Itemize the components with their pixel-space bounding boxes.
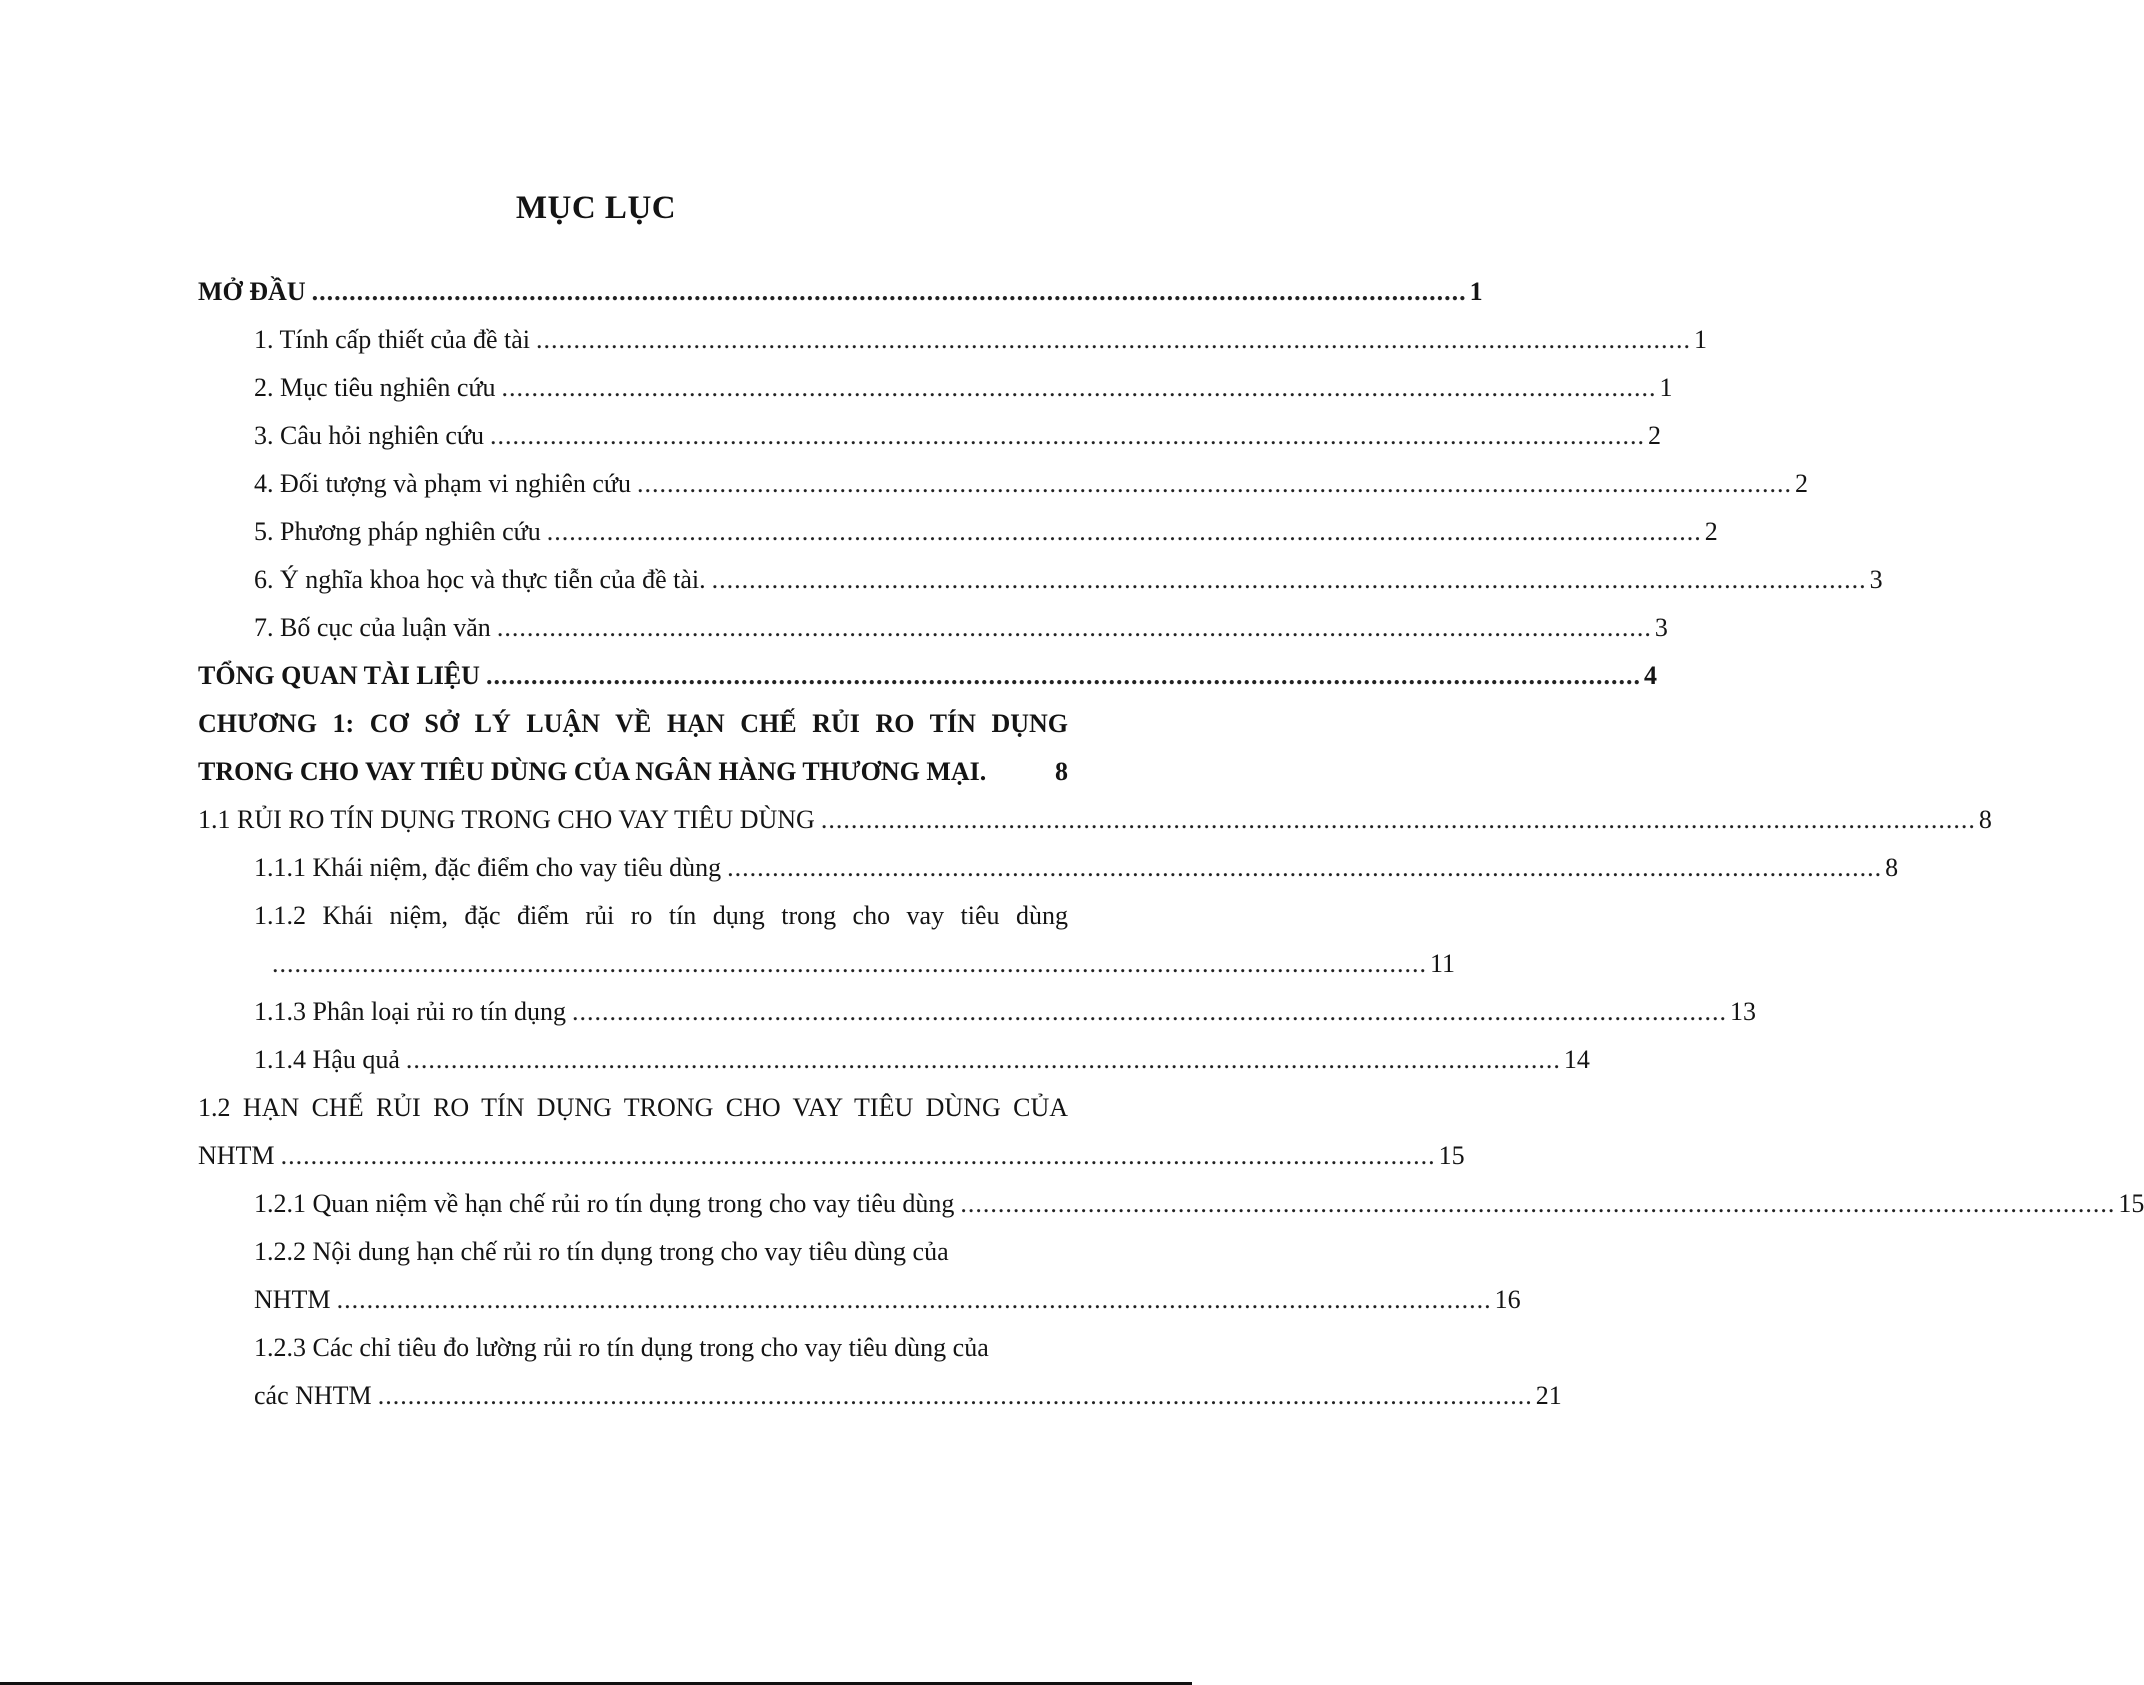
toc-entry-text-line1: 1.2 HẠN CHẾ RỦI RO TÍN DỤNG TRONG CHO VAY TIÊU DÙNG CỦA (198, 1093, 1068, 1122)
toc-page-number: 3 (1654, 613, 1668, 642)
toc-entry-text-line2: TRONG CHO VAY TIÊU DÙNG CỦA NGÂN HÀNG THƯƠNG MẠI. (198, 757, 987, 786)
toc-page-number: 1 (1469, 277, 1483, 306)
dot-leader: .......................................................................................................................................................... (501, 373, 1657, 402)
toc-entry-doi-tuong[interactable] (198, 460, 1808, 508)
toc-entry-text: 7. Bố cục của luận văn (254, 613, 491, 642)
toc-entry-tinh-cap-thiet[interactable] (198, 316, 1708, 364)
toc-entry-text: 1.1.4 Hậu quả (254, 1045, 400, 1074)
toc-entry-text: 1.1.3 Phân loại rủi ro tín dụng (254, 997, 566, 1026)
dot-leader: .......................................................................................................................................................... (280, 1141, 1436, 1170)
toc-page-number: 2 (1648, 421, 1662, 450)
toc-entry-1-2-1[interactable] (198, 1180, 2144, 1228)
toc-entry-1-1-1[interactable] (198, 844, 1899, 892)
toc-page-number: 3 (1869, 565, 1883, 594)
toc-entry-1-1-2[interactable] (198, 892, 1456, 988)
toc-entry-line2-row (198, 748, 1068, 796)
toc-entry-text: TỔNG QUAN TÀI LIỆU (198, 661, 480, 690)
toc-entry-y-nghia[interactable] (198, 556, 1883, 604)
toc-entry-text: 1. Tính cấp thiết của đề tài (254, 325, 531, 354)
toc-entry-line2-row (198, 1132, 1465, 1180)
dot-leader: .......................................................................................................................................................... (637, 469, 1792, 498)
toc-entry-text-line1: 1.2.2 Nội dung hạn chế rủi ro tín dụng trong cho vay tiêu dùng của (254, 1237, 949, 1266)
toc-page-number: 15 (1438, 1141, 1465, 1170)
toc-entry-cau-hoi[interactable] (198, 412, 1662, 460)
dot-leader: .......................................................................................................................................................... (311, 277, 1467, 306)
page-title: MỤC LỤC (515, 190, 677, 226)
dot-leader: .......................................................................................................................................................... (960, 1189, 2116, 1218)
table-of-contents (198, 268, 2144, 1420)
toc-entry-text: 4. Đối tượng và phạm vi nghiên cứu (254, 469, 631, 498)
toc-entry-muc-tieu[interactable] (198, 364, 1673, 412)
toc-entry-1-1-3[interactable] (198, 988, 1756, 1036)
toc-entry-mo-dau[interactable] (198, 268, 1483, 316)
toc-page-number: 21 (1535, 1381, 1562, 1410)
toc-entry-text-line1: CHƯƠNG 1: CƠ SỞ LÝ LUẬN VỀ HẠN CHẾ RỦI RO TÍN DỤNG (198, 709, 1068, 738)
toc-entry-chuong-1[interactable] (198, 700, 1068, 796)
toc-entry-text: 2. Mục tiêu nghiên cứu (254, 373, 496, 402)
toc-entry-text-line2: các NHTM (254, 1381, 372, 1410)
toc-entry-text-line2: NHTM (254, 1285, 331, 1314)
dot-leader: .......................................................................................................................................................... (490, 421, 1646, 450)
toc-entry-1-2[interactable] (198, 1084, 1465, 1180)
dot-leader: .......................................................................................................................................................... (377, 1381, 1533, 1410)
dot-leader: .......................................................................................................................................................... (820, 805, 1976, 834)
toc-entry-text: 3. Câu hỏi nghiên cứu (254, 421, 485, 450)
toc-entry-text-line1: 1.1.2 Khái niệm, đặc điểm rủi ro tín dụng trong cho vay tiêu dùng (254, 901, 1068, 930)
toc-entry-text: 1.1.1 Khái niệm, đặc điểm cho vay tiêu dùng (254, 853, 722, 882)
dot-leader: .......................................................................................................................................................... (336, 1285, 1492, 1314)
toc-page-number: 11 (1430, 949, 1456, 978)
toc-entry-text: MỞ ĐẦU (198, 277, 306, 306)
toc-page-number: 2 (1704, 517, 1718, 546)
dot-leader: .......................................................................................................................................................... (405, 1045, 1561, 1074)
toc-entry-text-line1: 1.2.3 Các chỉ tiêu đo lường rủi ro tín dụng trong cho vay tiêu dùng của (254, 1333, 989, 1362)
toc-entry-1-2-3[interactable] (198, 1324, 1562, 1420)
dot-leader: .......................................................................................................................................................... (727, 853, 1883, 882)
toc-entry-1-2-2[interactable] (198, 1228, 1521, 1324)
dot-leader: .......................................................................................................................................................... (571, 997, 1727, 1026)
toc-entry-line2-row (254, 1372, 1562, 1420)
toc-page-number: 15 (2118, 1189, 2144, 1218)
toc-page-number: 8 (1885, 853, 1899, 882)
toc-entry-text: 6. Ý nghĩa khoa học và thực tiễn của đề tài. (254, 565, 706, 594)
dot-leader: .......................................................................................................................................................... (536, 325, 1692, 354)
toc-page-number: 4 (1643, 661, 1657, 690)
toc-page-number: 13 (1729, 997, 1756, 1026)
dot-leader: .......................................................................................................................................................... (272, 949, 1427, 978)
toc-entry-text: 1.2.1 Quan niệm về hạn chế rủi ro tín dụng trong cho vay tiêu dùng (254, 1189, 955, 1218)
toc-entry-text: 5. Phương pháp nghiên cứu (254, 517, 541, 546)
toc-page-number: 16 (1494, 1285, 1521, 1314)
toc-entry-text-line2: NHTM (198, 1141, 275, 1170)
toc-entry-1-1-4[interactable] (198, 1036, 1590, 1084)
toc-page-number: 1 (1694, 325, 1708, 354)
toc-page-number: 8 (1055, 757, 1068, 786)
toc-page-number: 2 (1795, 469, 1808, 498)
toc-entry-text: 1.1 RỦI RO TÍN DỤNG TRONG CHO VAY TIÊU DÙNG (198, 805, 815, 834)
toc-entry-bo-cuc[interactable] (198, 604, 1668, 652)
toc-entry-line2-row (254, 940, 1456, 988)
dot-leader: .......................................................................................................................................................... (546, 517, 1702, 546)
toc-entry-tong-quan[interactable] (198, 652, 1657, 700)
toc-entry-1-1[interactable] (198, 796, 1992, 844)
toc-entry-line2-row (254, 1276, 1521, 1324)
dot-leader: .......................................................................................................................................................... (496, 613, 1652, 642)
dot-leader: .......................................................................................................................................................... (485, 661, 1641, 690)
dot-leader: .......................................................................................................................................................... (711, 565, 1867, 594)
toc-page-number: 8 (1978, 805, 1992, 834)
toc-page-number: 1 (1659, 373, 1673, 402)
toc-entry-phuong-phap[interactable] (198, 508, 1718, 556)
toc-page-number: 14 (1563, 1045, 1590, 1074)
